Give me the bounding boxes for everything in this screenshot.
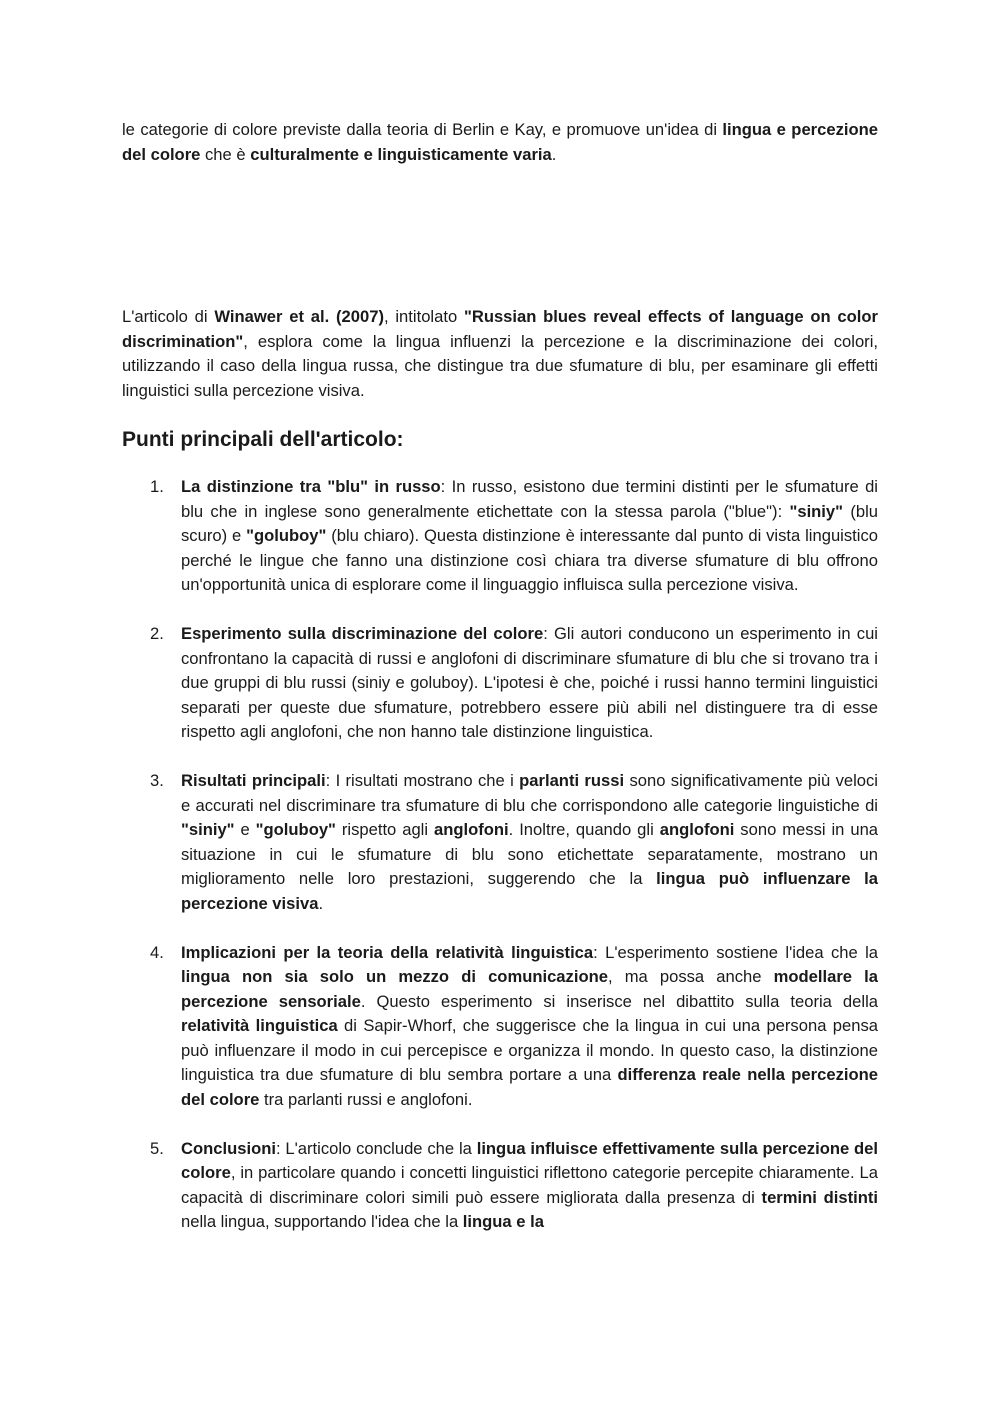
bold-text-run: "goluboy" (255, 820, 336, 839)
bold-text-run: culturalmente e linguisticamente varia (250, 144, 552, 164)
text-run: L'articolo di (122, 307, 215, 326)
text-run: : In russo, esistono due termini distinti per le sfumature di blu che in inglese sono generalmente etichettate con la stessa parola ("blue"): (181, 477, 878, 521)
list-item-number: 5. (150, 1138, 164, 1158)
text-run: (blu scuro) e (181, 501, 878, 545)
bold-text-run: Winawer et al. (2007) (214, 307, 384, 326)
bold-text-run: "Russian blues reveal effects of language on color discrimination" (122, 307, 879, 351)
list-item-text (181, 475, 878, 598)
text-run: : L'articolo conclude che la (275, 1138, 477, 1158)
article-paragraph (122, 305, 878, 403)
list-item-number: 4. (150, 942, 164, 962)
intro-paragraph (122, 118, 878, 167)
list-item-text (181, 1137, 878, 1235)
text-run: , in particolare quando i concetti linguistici riflettono categorie percepite chiaramente. La capacità di discriminare colori simili può essere migliorata dalla presenza di (181, 1163, 878, 1207)
text-run: . Inoltre, quando gli (508, 820, 660, 839)
bold-text-run: parlanti russi (519, 771, 625, 790)
bold-text-run: lingua influisce effettivamente sulla percezione del colore (181, 1138, 878, 1182)
text-run: nella lingua, supportando l'idea che la (181, 1212, 463, 1231)
list-item-number: 2. (150, 624, 164, 643)
bold-text-run: lingua e la (462, 1212, 544, 1231)
text-run: , esplora come la lingua influenzi la percezione e la discriminazione dei colori, utilizzando il caso della lingua russa, che distingue tra due sfumature di blu, per esaminare gli effetti linguistici sulla percezione visiva. (122, 331, 878, 400)
bold-text-run: Esperimento sulla discriminazione del colore (181, 624, 544, 643)
bold-text-run: lingua e percezione del colore (122, 120, 878, 164)
bold-text-run: Implicazioni per la teoria della relatività linguistica (181, 942, 594, 962)
text-run: : Gli autori conducono un esperimento in cui confrontano la capacità di russi e anglofoni di discriminare sfumature di blu che si trovano tra i due gruppi di blu russi (siniy e goluboy). L'ipotesi è che, poiché i russi hanno termini linguistici separati per queste due sfumature, potrebbero essere più abili nel distinguere tra di esse rispetto agli anglofoni, che non hanno tale distinzione linguistica. (181, 624, 878, 741)
points-list (122, 475, 878, 1235)
bold-text-run: termini distinti (761, 1187, 878, 1207)
list-item-number: 3. (150, 771, 164, 790)
bold-text-run: relatività linguistica (181, 1016, 338, 1035)
bold-text-run: lingua non sia solo un mezzo di comunicazione (181, 967, 608, 986)
text-run: : I risultati mostrano che i (325, 771, 520, 790)
text-run: rispetto agli (335, 820, 434, 839)
text-run: . (318, 893, 324, 913)
text-run: , ma possa anche (607, 967, 774, 986)
text-run: (blu chiaro). Questa distinzione è interessante dal punto di vista linguistico perché le lingue che fanno una distinzione così chiara tra diverse sfumature di blu offrono un'opportunità unica di esplorare come il linguaggio influisca sulla percezione visiva. (181, 526, 878, 594)
list-item (122, 941, 878, 1113)
bold-text-run: anglofoni (659, 820, 735, 839)
text-run: . (551, 144, 557, 164)
text-run: e (234, 820, 256, 839)
text-run: . Questo esperimento si inserisce nel dibattito sulla teoria della (360, 991, 878, 1011)
list-item (122, 475, 878, 598)
list-item-text (181, 769, 878, 916)
list-item (122, 769, 878, 916)
bold-text-run: lingua può influenzare la percezione visiva (181, 869, 878, 913)
text-run: sono significativamente più veloci e accurati nel discriminare tra sfumature di blu che corrispondono alle categorie linguistiche di (181, 771, 878, 815)
bold-text-run: Conclusioni (181, 1138, 276, 1158)
document-page (122, 118, 878, 1259)
text-run: che è (200, 144, 251, 164)
section-heading: Punti principali dell'articolo: (122, 428, 404, 451)
text-run: le categorie di colore previste dalla teoria di Berlin e Kay, e promuove un'idea di (122, 120, 723, 139)
bold-text-run: La distinzione tra "blu" in russo (181, 477, 441, 496)
list-item-number: 1. (150, 477, 164, 496)
list-item (122, 1137, 878, 1235)
text-run: sono messi in una situazione in cui le sfumature di blu sono etichettate separatamente, mostrano un miglioramento nelle loro prestazioni, suggerendo che la (181, 820, 879, 888)
text-run: tra parlanti russi e anglofoni. (259, 1089, 473, 1109)
list-item-text (181, 941, 878, 1113)
bold-text-run: "siniy" (181, 820, 235, 839)
list-item-text (181, 622, 878, 745)
list-item (122, 622, 878, 745)
bold-text-run: modellare la percezione sensoriale (181, 967, 878, 1011)
bold-text-run: "goluboy" (246, 526, 327, 545)
bold-text-run: differenza reale nella percezione del colore (181, 1065, 878, 1109)
text-run: di Sapir-Whorf, che suggerisce che la lingua in cui una persona pensa può influenzare il modo in cui percepisce e organizza il mondo. In questo caso, la distinzione linguistica tra due sfumature di blu sembra portare a una (181, 1016, 878, 1084)
bold-text-run: "siniy" (789, 501, 844, 521)
bold-text-run: Risultati principali (181, 771, 326, 790)
bold-text-run: anglofoni (434, 820, 509, 839)
text-run: , intitolato (383, 307, 464, 326)
text-run: : L'esperimento sostiene l'idea che la (593, 942, 879, 962)
